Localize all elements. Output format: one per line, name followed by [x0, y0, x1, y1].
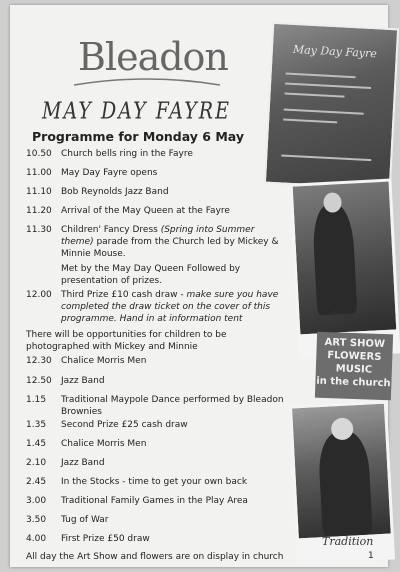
fayre-poster-image: [264, 22, 399, 190]
poster-title: May Day Fayre: [292, 42, 378, 61]
logo-swoosh: [72, 75, 222, 91]
programme-page: Bleadon MAY DAY FAYRE Programme for Monday 6 May 10.50 Church bells ring in the Fayre 11.00 May Day Fayre opens 11.10 Bob Reynolds Jazz Band 11.20 Arrival of the May Queen at the Fayre 11.30 Children' Fancy Dress (Spring into Summer theme) parade from the Church led by Mickey & Minnie Mouse. Met by the May Day Queen Followed by presentation of prizes. 12.00 Third Prize £10 cash draw - make sure you have completed the draw ticket on the cover of this programme. Hand in at information tent There will be opportunities for children to be photographed with Mickey and Minnie 12.30 Chalice Morris Men 12.50 Jazz Band 1.15 Traditional Maypole Dance performed by Bleadon Brownies 1.35 Second Prize £25 cash draw 1.45 Chalice Morris Men 2.10 Jazz Band 2.45 In the Stocks - time to get your own back 3.00 Traditional Family Games in the Play Area 3.50 Tug of War 4.00 First Prize £50 draw All day the Art Show and flowers are on display in church May Day Fayre Live Jazz ART SHOW FLOWERS MUSIC in the church Tradition 1: [10, 5, 388, 567]
live-jazz-caption: Live Jazz: [332, 309, 382, 322]
page-number: 1: [368, 551, 374, 561]
event-title: MAY DAY FAYRE: [42, 97, 231, 125]
photo-note: There will be opportunities for children to be photographed with Mickey and Minnie: [26, 330, 227, 352]
live-jazz-photo: [289, 178, 400, 358]
programme-title: Programme for Monday 6 May: [32, 129, 244, 144]
tradition-caption: Tradition: [322, 535, 374, 548]
art-show-box: ART SHOW FLOWERS MUSIC in the church: [315, 332, 393, 401]
bleadon-logo: Bleadon: [78, 35, 228, 79]
footer-note: All day the Art Show and flowers are on display in church: [26, 552, 284, 562]
